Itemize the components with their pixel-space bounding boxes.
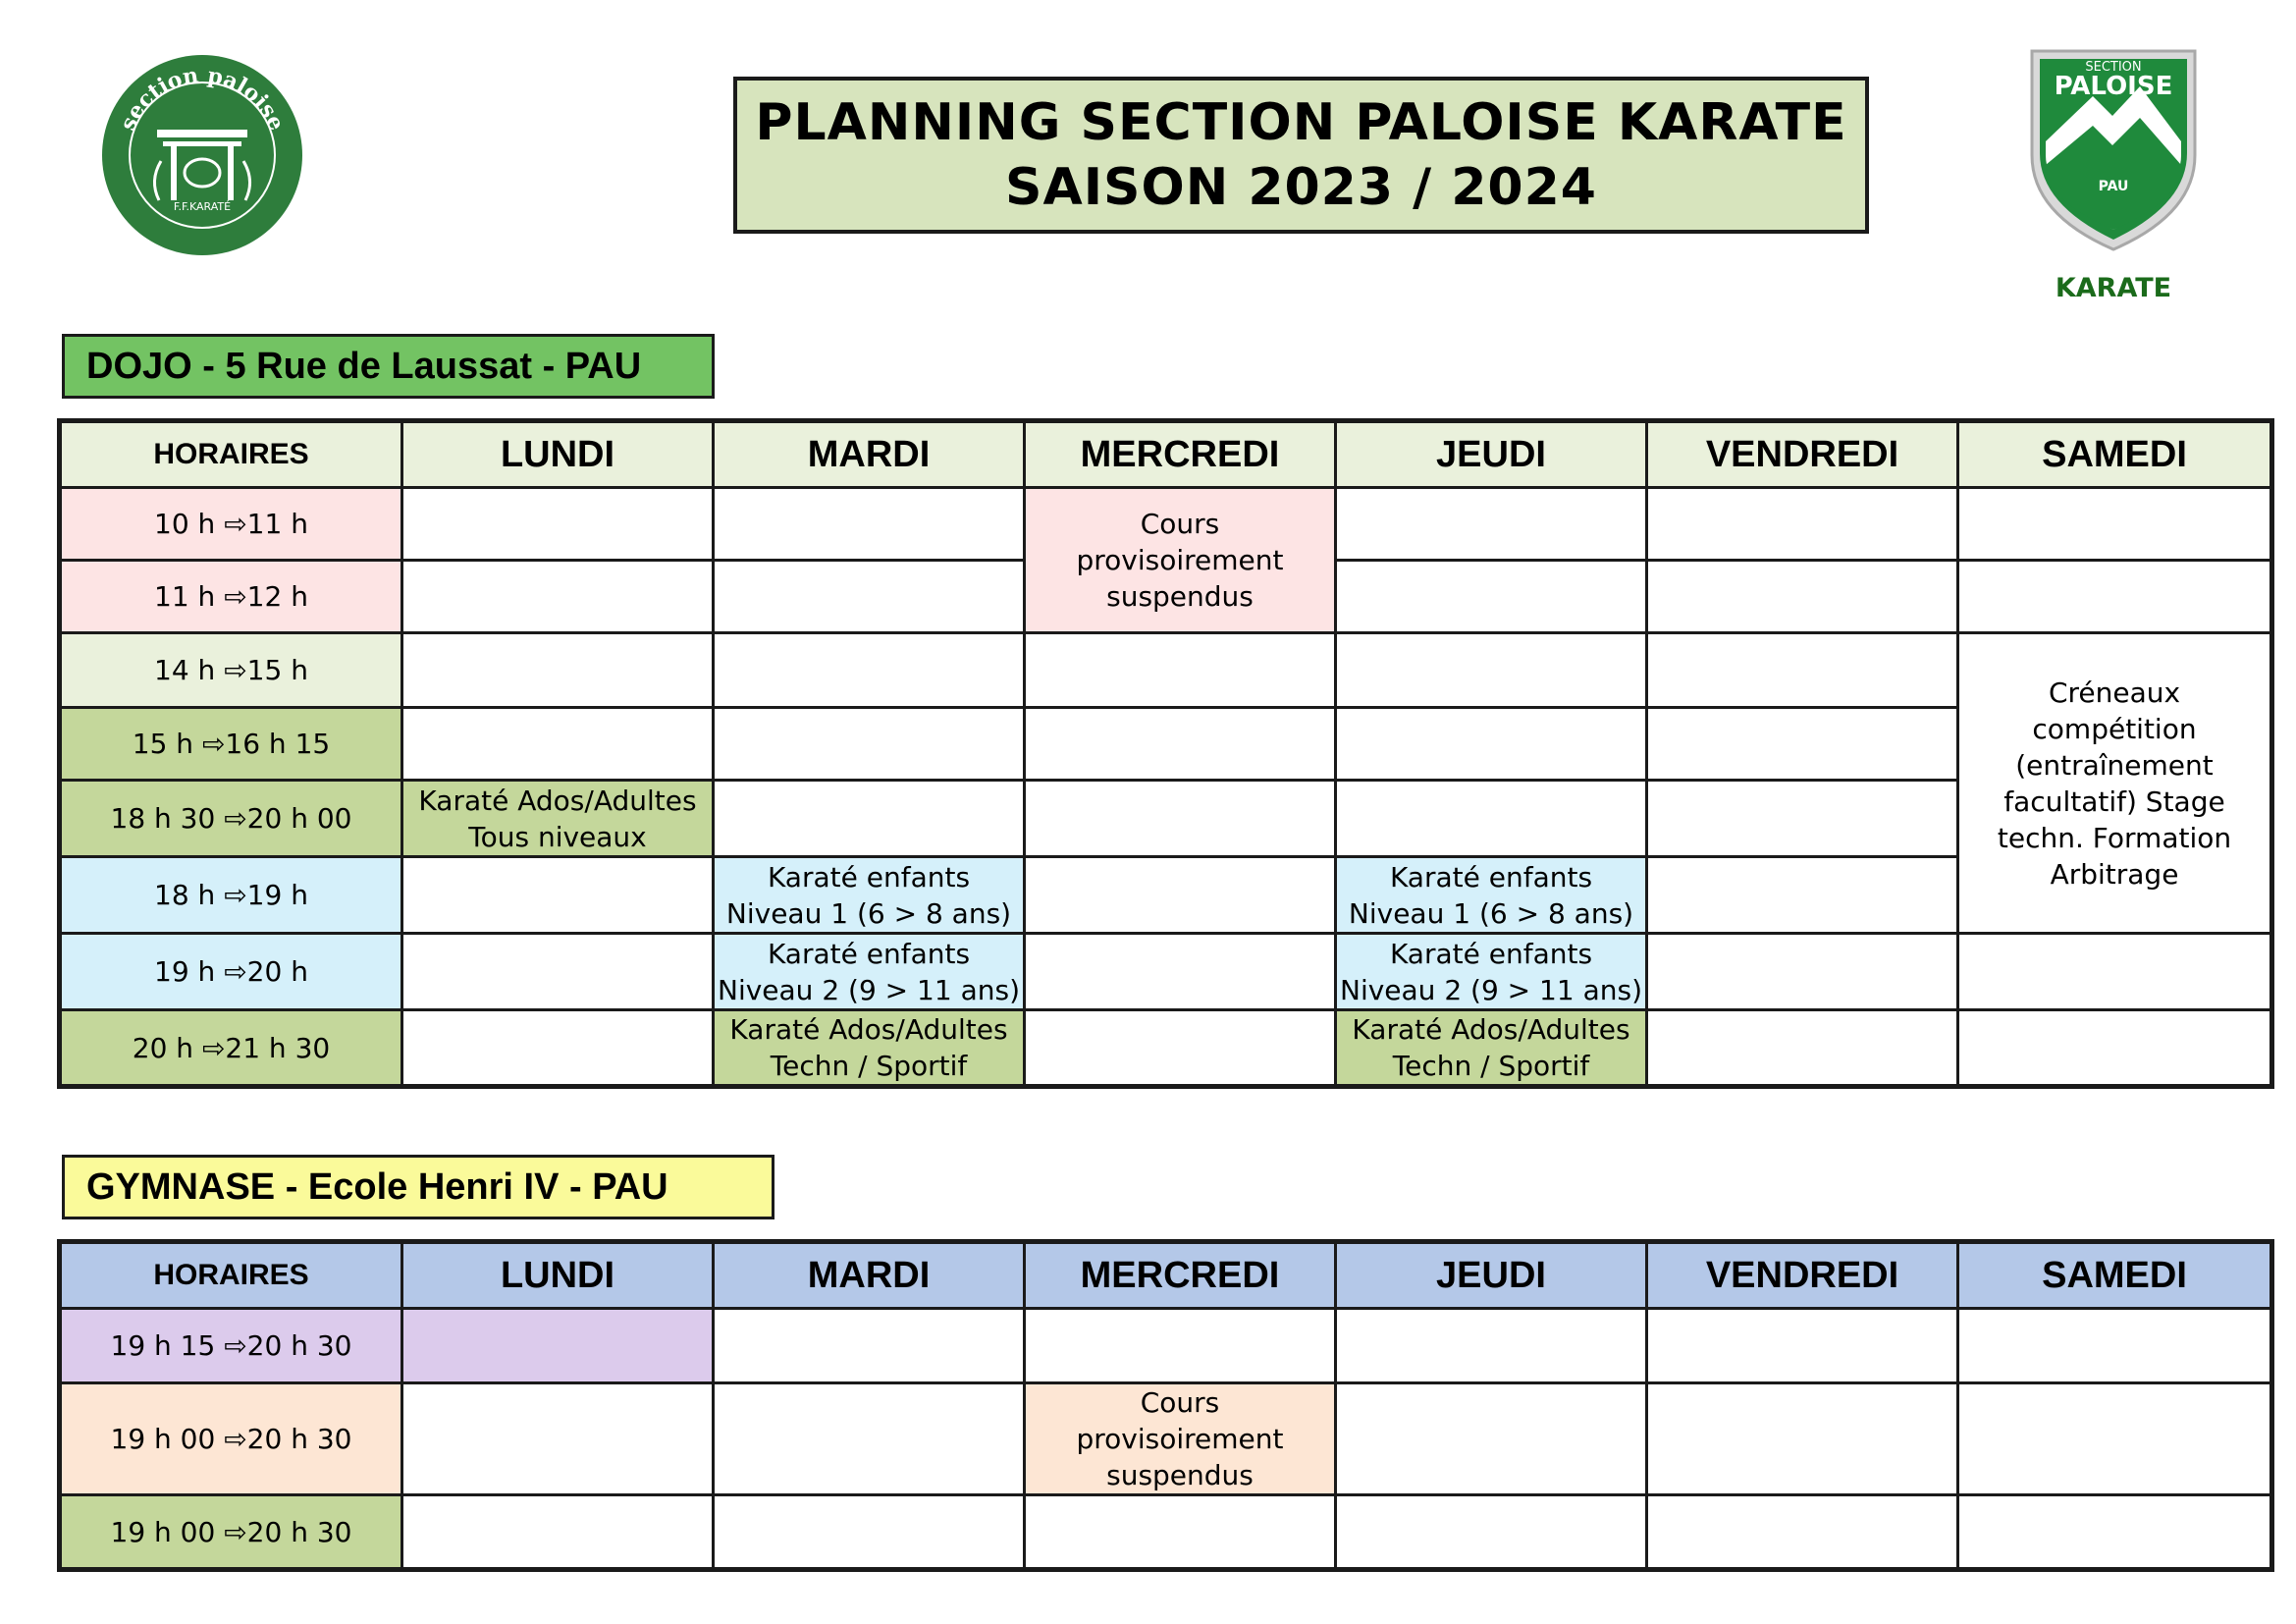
header-samedi: SAMEDI [1958, 1242, 2272, 1309]
cell-line: Karaté Ados/Adultes [418, 784, 697, 817]
cell-line: Niveau 2 (9 > 11 ans) [1340, 973, 1642, 1006]
empty-cell [1025, 1309, 1336, 1383]
table-row [60, 1495, 2272, 1570]
table-row [60, 857, 2272, 934]
svg-text:SECTION: SECTION [2085, 60, 2142, 75]
header-jeudi: JEUDI [1336, 421, 1647, 488]
cell-line: suspendus [1106, 1459, 1254, 1491]
empty-cell [1336, 708, 1647, 781]
cell-line: Karaté enfants [1389, 860, 1593, 893]
karate-label: KARATE [2055, 273, 2172, 303]
empty-cell [1336, 633, 1647, 708]
mardi-enfants-n2-cell [714, 934, 1025, 1010]
samedi-competition-cell: Créneaux compétition (entraînement facultatif) Stage techn. Formation Arbitrage [1958, 633, 2272, 934]
empty-cell [402, 1495, 714, 1570]
table-row [60, 1010, 2272, 1087]
table-header-row [60, 421, 2272, 488]
svg-text:F.F.KARATÉ: F.F.KARATÉ [173, 200, 232, 213]
jeudi-ados-sportif-cell [1336, 1010, 1647, 1087]
svg-text:PALOISE: PALOISE [2054, 72, 2173, 101]
lundi-lilac-cell [402, 1309, 714, 1383]
empty-cell [1025, 781, 1336, 857]
empty-cell [1958, 488, 2272, 561]
empty-cell [1025, 1010, 1336, 1087]
empty-cell [402, 488, 714, 561]
time-cell: 15 h ⇨16 h 15 [60, 708, 402, 781]
time-cell: 19 h 15 ⇨20 h 30 [60, 1309, 402, 1383]
time-cell: 19 h ⇨20 h [60, 934, 402, 1010]
empty-cell [1025, 857, 1336, 934]
time-cell: 19 h 00 ⇨20 h 30 [60, 1495, 402, 1570]
cell-line: Karaté enfants [767, 860, 971, 893]
empty-cell [714, 781, 1025, 857]
empty-cell [1647, 708, 1958, 781]
empty-cell [1958, 1309, 2272, 1383]
time-cell: 19 h 00 ⇨20 h 30 [60, 1383, 402, 1495]
gym-section-label: GYMNASE - Ecole Henri IV - PAU [62, 1155, 774, 1219]
empty-cell [714, 488, 1025, 561]
table-row [60, 1383, 2272, 1495]
dojo-schedule-table [57, 418, 2274, 1089]
empty-cell [1958, 561, 2272, 633]
empty-cell [1647, 633, 1958, 708]
empty-cell [714, 561, 1025, 633]
empty-cell [714, 1383, 1025, 1495]
empty-cell [1336, 488, 1647, 561]
header-lundi: LUNDI [402, 421, 714, 488]
mercredi-suspended-cell: Cours provisoirement suspendus [1025, 488, 1336, 633]
empty-cell [1647, 488, 1958, 561]
table-row [60, 488, 2272, 561]
table-header-row [60, 1242, 2272, 1309]
empty-cell [714, 1495, 1025, 1570]
gym-schedule-table [57, 1239, 2274, 1572]
cell-line: Karaté Ados/Adultes [729, 1013, 1008, 1046]
empty-cell [1025, 633, 1336, 708]
empty-cell [1647, 857, 1958, 934]
table-row [60, 1309, 2272, 1383]
title-box [733, 77, 1869, 234]
cell-line: Techn / Sportif [770, 1050, 968, 1082]
cell-line: Karaté enfants [1389, 937, 1593, 970]
empty-cell [714, 708, 1025, 781]
cell-line: Niveau 1 (6 > 8 ans) [725, 896, 1012, 930]
empty-cell [714, 633, 1025, 708]
cell-line: Tous niveaux [468, 820, 647, 853]
empty-cell [1647, 1309, 1958, 1383]
table-row [60, 781, 2272, 857]
lundi-ados-cell [402, 781, 714, 857]
empty-cell [402, 857, 714, 934]
mercredi-suspended-cell [1025, 1383, 1336, 1495]
empty-cell [1336, 1495, 1647, 1570]
title-line-2: SAISON 2023 / 2024 [1005, 158, 1597, 217]
header-mardi: MARDI [714, 1242, 1025, 1309]
header-horaires: HORAIRES [60, 421, 402, 488]
title-line-1: PLANNING SECTION PALOISE KARATE [755, 93, 1847, 152]
header-lundi: LUNDI [402, 1242, 714, 1309]
cell-line: Karaté Ados/Adultes [1352, 1013, 1630, 1046]
empty-cell [1025, 1495, 1336, 1570]
header-mercredi: MERCREDI [1025, 1242, 1336, 1309]
empty-cell [402, 1010, 714, 1087]
time-cell: 18 h ⇨19 h [60, 857, 402, 934]
empty-cell [1647, 561, 1958, 633]
section-paloise-logo [100, 53, 304, 257]
cell-line: Niveau 1 (6 > 8 ans) [1348, 896, 1634, 930]
time-cell: 10 h ⇨11 h [60, 488, 402, 561]
paloise-shield-logo [2024, 47, 2203, 253]
table-row [60, 934, 2272, 1010]
table-row [60, 708, 2272, 781]
empty-cell [1025, 708, 1336, 781]
svg-text:section paloise: section paloise [115, 62, 290, 135]
mardi-ados-sportif-cell [714, 1010, 1025, 1087]
header-mercredi: MERCREDI [1025, 421, 1336, 488]
table-row [60, 633, 2272, 708]
empty-cell [1336, 561, 1647, 633]
empty-cell [402, 708, 714, 781]
empty-cell [402, 561, 714, 633]
svg-text:PAU: PAU [2098, 179, 2129, 194]
header-samedi: SAMEDI [1958, 421, 2272, 488]
time-cell: 18 h 30 ⇨20 h 00 [60, 781, 402, 857]
empty-cell [1958, 934, 2272, 1010]
empty-cell [1647, 781, 1958, 857]
jeudi-enfants-n1-cell [1336, 857, 1647, 934]
dojo-section-label: DOJO - 5 Rue de Laussat - PAU [62, 334, 715, 399]
time-cell: 14 h ⇨15 h [60, 633, 402, 708]
empty-cell [1336, 1383, 1647, 1495]
mardi-enfants-n1-cell [714, 857, 1025, 934]
time-cell: 11 h ⇨12 h [60, 561, 402, 633]
header-mardi: MARDI [714, 421, 1025, 488]
empty-cell [1647, 1383, 1958, 1495]
header-jeudi: JEUDI [1336, 1242, 1647, 1309]
header-horaires: HORAIRES [60, 1242, 402, 1309]
empty-cell [1336, 781, 1647, 857]
empty-cell [1647, 1010, 1958, 1087]
cell-line: Techn / Sportif [1392, 1050, 1590, 1082]
header-vendredi: VENDREDI [1647, 421, 1958, 488]
empty-cell [402, 633, 714, 708]
cell-line: Niveau 2 (9 > 11 ans) [718, 973, 1020, 1006]
cell-line: Karaté enfants [767, 937, 971, 970]
empty-cell [402, 934, 714, 1010]
header-vendredi: VENDREDI [1647, 1242, 1958, 1309]
empty-cell [1958, 1383, 2272, 1495]
empty-cell [1025, 934, 1336, 1010]
jeudi-enfants-n2-cell [1336, 934, 1647, 1010]
empty-cell [1647, 1495, 1958, 1570]
empty-cell [1647, 934, 1958, 1010]
empty-cell [1336, 1309, 1647, 1383]
empty-cell [1958, 1495, 2272, 1570]
empty-cell [402, 1383, 714, 1495]
empty-cell [1958, 1010, 2272, 1087]
empty-cell [714, 1309, 1025, 1383]
cell-line: provisoirement [1076, 1423, 1284, 1455]
cell-line: Cours [1140, 1386, 1220, 1419]
time-cell: 20 h ⇨21 h 30 [60, 1010, 402, 1087]
